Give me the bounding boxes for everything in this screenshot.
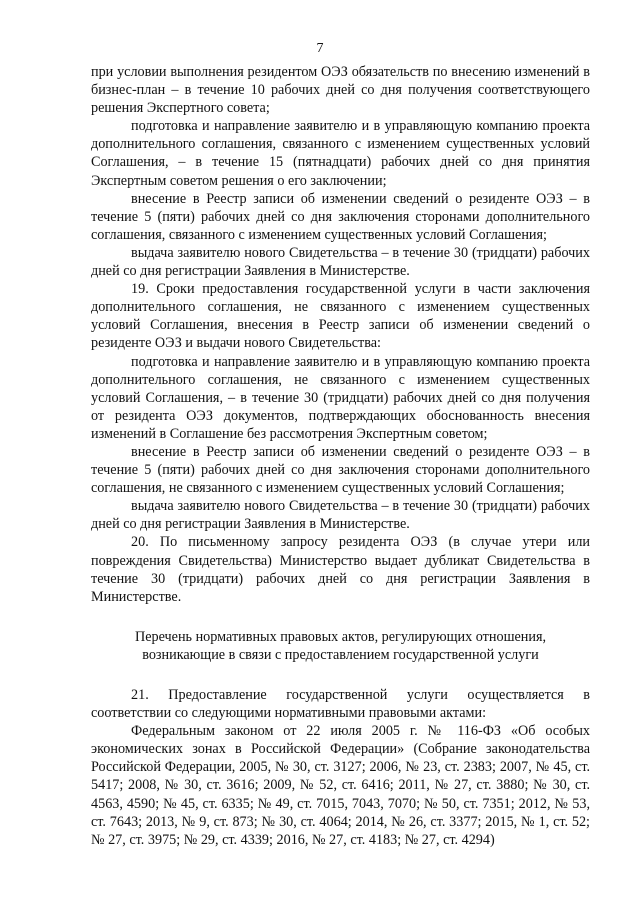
- paragraph: подготовка и направление заявителю и в управляющую компанию проекта дополнительного соглашения, связанного с изменением существенных условий Соглашения, – в течение 15 (пятнадцати) рабочих дней со дня принятия Экспертным советом решения о его заключении;: [91, 118, 590, 189]
- section-heading-line-2: возникающие в связи с предоставлением государственной услуги: [142, 646, 539, 663]
- paragraph-item-19: 19. Сроки предоставления государственной услуги в части заключения дополнительного соглашения, не связанного с изменением существенных условий Соглашения, внесения в Реестр записи об изменении сведений о резиденте ОЭЗ и выдачи нового Свидетельства:: [91, 281, 590, 352]
- section-heading-line-1: Перечень нормативных правовых актов, регулирующих отношения,: [134, 628, 547, 645]
- paragraph: выдача заявителю нового Свидетельства – в течение 30 (тридцати) рабочих дней со дня регистрации Заявления в Министерстве.: [91, 498, 590, 533]
- paragraph: внесение в Реестр записи об изменении сведений о резиденте ОЭЗ – в течение 5 (пяти) рабочих дней со дня заключения сторонами дополнительного соглашения, не связанного с изменением существенных условий Соглашения;: [91, 443, 590, 497]
- paragraph-federal-law: Федеральным законом от 22 июля 2005 г. № 116-ФЗ «Об особых экономических зонах в Российской Федерации» (Собрание законодательства Российской Федерации, 2005, № 30, ст. 3127; 2006, № 23, ст. 2383; 2007, № 45, ст. 5417; 2008, № 30, ст. 3616; 2009, № 52, ст. 6416; 2011, № 27, ст. 3880; № 30, ст. 4563, 4590; № 45, ст. 6335; № 49, ст. 7015, 7043, 7070; № 50, ст. 7351; 2012, № 53, ст. 7643; 2013, № 9, ст. 873; № 30, ст. 4064; 2014, № 26, ст. 3377; 2015, № 1, ст. 52; № 27, ст. 3975; № 29, ст. 4339; 2016, № 27, ст. 4183; № 27, ст. 4294): [91, 723, 590, 848]
- paragraph: подготовка и направление заявителю и в управляющую компанию проекта дополнительного соглашения, не связанного с изменением существенных условий Соглашения, – в течение 30 (тридцати) рабочих дней со дня получения от резидента ОЭЗ документов, подтверждающих обоснованность внесения изменений в Соглашение без рассмотрения Экспертным советом;: [91, 353, 590, 442]
- paragraph: выдача заявителю нового Свидетельства – в течение 30 (тридцати) рабочих дней со дня регистрации Заявления в Министерстве.: [91, 244, 590, 280]
- document-body: [91, 63, 590, 849]
- section-heading: [91, 628, 590, 664]
- paragraph: внесение в Реестр записи об изменении сведений о резиденте ОЭЗ – в течение 5 (пяти) рабочих дней со дня заключения сторонами дополнительного соглашения, связанного с изменением существенных условий Соглашения;: [91, 190, 590, 243]
- paragraph: при условии выполнения резидентом ОЭЗ обязательств по внесению изменений в бизнес-план – в течение 10 рабочих дней со дня получения соответствующего решения Экспертного совета;: [91, 64, 590, 117]
- paragraph-item-20: 20. По письменному запросу резидента ОЭЗ (в случае утери или повреждения Свидетельства) Министерство выдает дубликат Свидетельства в течение 30 (тридцати) рабочих дней со дня регистрации Заявления в Министерстве.: [91, 534, 590, 605]
- paragraph-item-21: 21. Предоставление государственной услуги осуществляется в соответствии со следующими нормативными правовыми актами:: [91, 687, 590, 722]
- page-number: 7: [316, 41, 324, 56]
